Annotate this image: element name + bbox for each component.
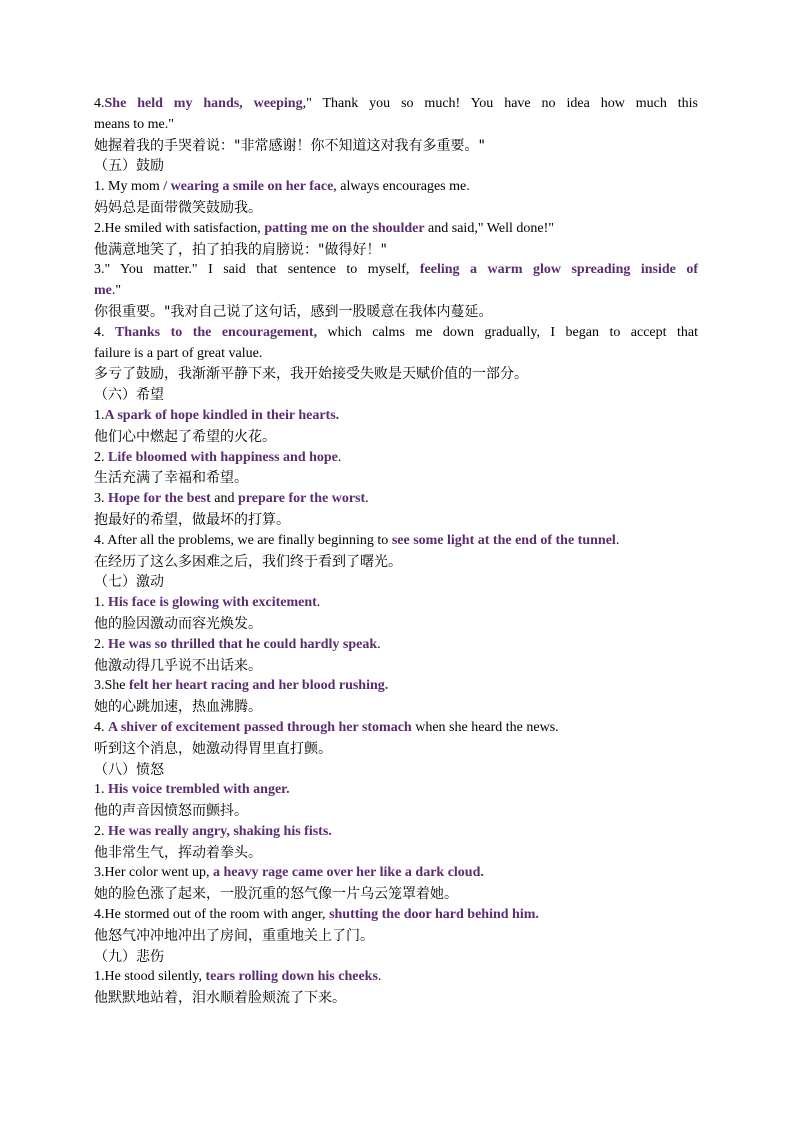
plain-text: 3. <box>94 491 108 507</box>
english-sentence-line <box>94 260 698 281</box>
highlighted-phrase: / wearing a smile on her face <box>163 179 334 195</box>
plain-text: 1. <box>94 407 105 423</box>
highlighted-phrase: me <box>94 283 112 299</box>
english-sentence-line <box>94 448 698 469</box>
english-sentence-line <box>94 676 698 697</box>
highlighted-phrase: His face is glowing with excitement <box>108 595 317 611</box>
plain-text: 3.Her color went up, <box>94 865 213 881</box>
english-sentence-line <box>94 635 698 656</box>
highlighted-phrase: He was so thrilled that he could hardly speak <box>108 636 378 652</box>
section-heading: （七）激动 <box>94 574 164 591</box>
plain-text: 1. <box>94 782 108 798</box>
plain-text: . <box>377 969 382 985</box>
chinese-translation-line: 他的脸因激动而容光焕发。 <box>94 615 262 632</box>
plain-text: ." <box>111 283 122 299</box>
english-sentence-line <box>94 905 698 926</box>
highlighted-phrase: Thanks to the encouragement, <box>114 324 318 340</box>
english-sentence-line <box>94 115 698 136</box>
plain-text: 1.He stood silently, <box>94 969 206 985</box>
highlighted-phrase: a heavy rage came over her like a dark cloud. <box>212 865 484 881</box>
plain-text: 2.He smiled with satisfaction, <box>94 220 265 236</box>
plain-text: 1. My mom <box>94 179 164 195</box>
highlighted-phrase: tears rolling down his cheeks <box>205 969 378 985</box>
chinese-translation-line: 她的心跳加速，热血沸腾。 <box>94 699 262 716</box>
highlighted-phrase: feeling a warm glow spreading inside of <box>419 262 698 278</box>
plain-text: . <box>365 491 369 507</box>
plain-text: and said," Well done!" <box>424 220 554 236</box>
chinese-translation-line: 妈妈总是面带微笑鼓励我。 <box>94 199 262 216</box>
english-sentence-line <box>94 531 698 552</box>
plain-text: , always encourages me. <box>333 179 470 195</box>
plain-text: when she heard the news. <box>411 719 559 735</box>
english-sentence-line <box>94 281 698 302</box>
english-sentence-line <box>94 822 698 843</box>
chinese-translation-line: 他满意地笑了，拍了拍我的肩膀说："做得好！" <box>94 241 387 258</box>
highlighted-phrase: see some light at the end of the tunnel <box>391 532 616 548</box>
plain-text: 4. <box>94 719 108 735</box>
chinese-translation-line: 他激动得几乎说不出话来。 <box>94 657 262 674</box>
plain-text: ," Thank you so much! You have no idea how much this <box>302 96 698 111</box>
plain-text: 2. <box>94 636 108 652</box>
plain-text: 2. <box>94 823 108 839</box>
plain-text: 4. <box>94 96 105 111</box>
plain-text: 3.She <box>94 678 129 694</box>
plain-text: 4.He stormed out of the room with anger, <box>94 907 330 923</box>
chinese-translation-line: 听到这个消息，她激动得胃里直打颤。 <box>94 740 332 757</box>
english-sentence-line <box>94 780 698 801</box>
section-heading: （六）希望 <box>94 387 164 404</box>
plain-text: . <box>316 595 321 611</box>
plain-text: which calms me down gradually, I began to accept that <box>317 324 698 340</box>
plain-text: failure is a part of great value. <box>94 345 263 361</box>
highlighted-phrase: She held my hands, weeping <box>104 96 303 111</box>
highlighted-phrase: A shiver of excitement passed through her stomach <box>108 719 412 735</box>
plain-text: means to me." <box>94 116 174 132</box>
highlighted-phrase: Hope for the best <box>108 491 211 507</box>
chinese-translation-line: 在经历了这么多困难之后，我们终于看到了曙光。 <box>94 553 402 570</box>
document-page <box>94 94 698 1009</box>
english-sentence-line <box>94 406 698 427</box>
english-sentence-line <box>94 718 698 739</box>
plain-text: . <box>615 532 620 548</box>
english-sentence-line <box>94 593 698 614</box>
plain-text: 4. <box>94 324 115 340</box>
english-sentence-line <box>94 219 698 240</box>
english-sentence-line <box>94 323 698 344</box>
highlighted-phrase: His voice trembled with anger. <box>108 782 290 798</box>
plain-text: 4. After all the problems, we are finally beginning to <box>94 532 392 548</box>
chinese-translation-line: 生活充满了幸福和希望。 <box>94 470 248 487</box>
section-heading: （八）愤怒 <box>94 761 164 778</box>
chinese-translation-line: 他们心中燃起了希望的火花。 <box>94 428 276 445</box>
chinese-translation-line: 抱最好的希望，做最坏的打算。 <box>94 511 290 528</box>
plain-text: and <box>210 491 239 507</box>
plain-text: 1. <box>94 595 108 611</box>
chinese-translation-line: 他非常生气，挥动着拳头。 <box>94 844 262 861</box>
highlighted-phrase: Life bloomed with happiness and hope <box>108 449 338 465</box>
chinese-translation-line: 他怒气冲冲地冲出了房间，重重地关上了门。 <box>94 927 374 944</box>
chinese-translation-line: 你很重要。"我对自己说了这句话，感到一股暖意在我体内蔓延。 <box>94 303 493 320</box>
english-sentence-line <box>94 863 698 884</box>
plain-text: 2. <box>94 449 108 465</box>
english-sentence-line <box>94 344 698 365</box>
section-heading: （九）悲伤 <box>94 948 164 965</box>
plain-text: 3." You matter." I said that sentence to myself, <box>94 262 420 278</box>
chinese-translation-line: 他的声音因愤怒而颤抖。 <box>94 803 248 820</box>
highlighted-phrase: patting me on the shoulder <box>264 220 425 236</box>
chinese-translation-line: 她的脸色涨了起来，一股沉重的怒气像一片乌云笼罩着她。 <box>94 886 458 903</box>
plain-text: . <box>337 449 342 465</box>
plain-text: . <box>377 636 381 652</box>
highlighted-phrase: He was really angry, shaking his fists. <box>108 823 332 839</box>
chinese-translation-line: 多亏了鼓励，我渐渐平静下来，我开始接受失败是天赋价值的一部分。 <box>94 366 528 383</box>
highlighted-phrase: prepare for the worst <box>238 491 366 507</box>
chinese-translation-line: 他默默地站着，泪水顺着脸颊流了下来。 <box>94 990 346 1007</box>
section-heading: （五）鼓励 <box>94 158 164 175</box>
english-sentence-line <box>94 967 698 988</box>
english-sentence-line <box>94 489 698 510</box>
highlighted-phrase: A spark of hope kindled in their hearts. <box>104 407 340 423</box>
highlighted-phrase: felt her heart racing and her blood rushing. <box>129 678 389 694</box>
english-sentence-line <box>94 177 698 198</box>
highlighted-phrase: shutting the door hard behind him. <box>329 907 539 923</box>
chinese-translation-line: 她握着我的手哭着说："非常感谢！你不知道这对我有多重要。" <box>94 137 485 154</box>
english-sentence-line <box>94 94 698 115</box>
